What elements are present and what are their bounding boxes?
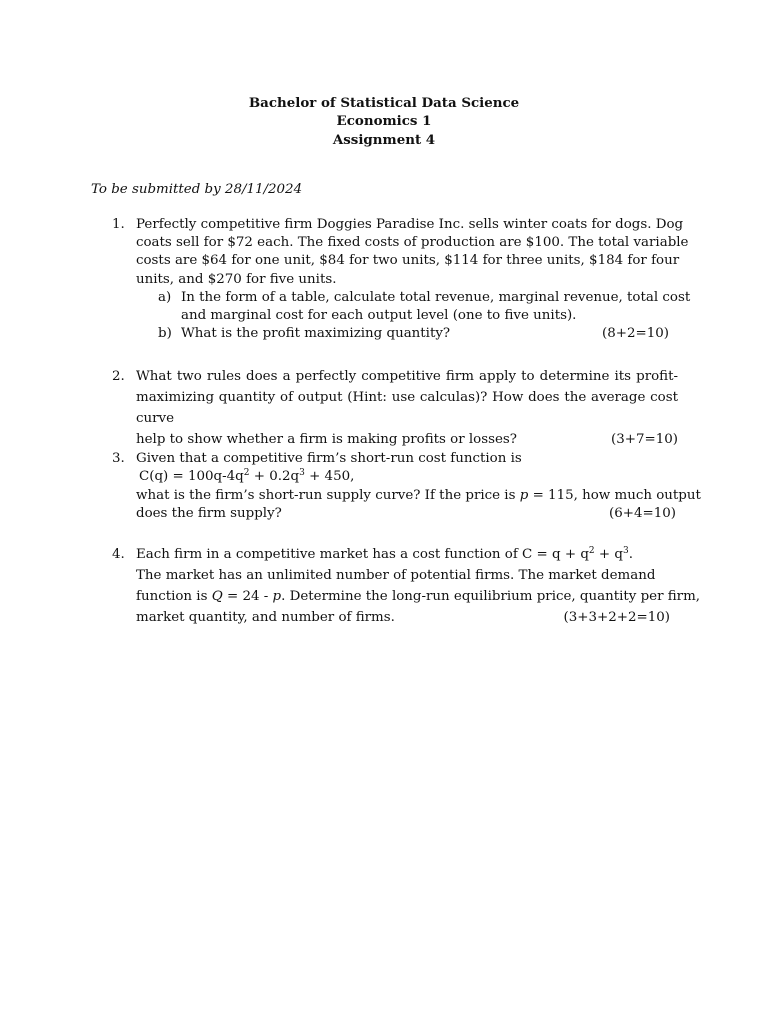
question-text: Given that a competitive firm’s short-run cost function is	[136, 451, 522, 466]
question-text: market quantity, and number of firms.	[136, 610, 395, 625]
cost-function-equation: $C(q) = 100q-4q^2 + 0.2q^3 + 450$,	[139, 468, 355, 485]
question-text: units, and $270 for five units.	[136, 271, 337, 287]
question-2	[112, 366, 678, 450]
sub-question-text: In the form of a table, calculate total revenue, marginal revenue, total cost	[181, 289, 691, 305]
due-date: To be submitted by 28/11/2024	[91, 182, 303, 197]
question-text: Perfectly competitive firm Doggies Paradise Inc. sells winter coats for dogs. Dog	[136, 217, 684, 232]
question-4	[112, 544, 701, 628]
assignment-title: Assignment 4	[332, 131, 436, 148]
question-text: maximizing quantity of output (Hint: use calculas)? How does the average cost curve	[136, 390, 678, 426]
question-3	[112, 450, 701, 524]
marks: (3+3+2+2=10)	[563, 610, 670, 625]
marks: (8+2=10)	[602, 326, 669, 342]
sub-question-a	[136, 289, 691, 325]
question-1	[112, 216, 691, 343]
question-text: does the firm supply?	[136, 506, 282, 522]
question-text: function is Q = 24 - p. Determine the long-run equilibrium price, quantity per firm,	[136, 589, 701, 604]
sub-question-text: and marginal cost for each output level (one to five units).	[181, 308, 577, 324]
question-text: help to show whether a firm is making profits or losses?	[136, 432, 517, 447]
question-text: What two rules does a perfectly competitive firm apply to determine its profit-	[136, 369, 678, 384]
question-number: 4.	[112, 547, 125, 562]
document-header	[0, 94, 768, 149]
marks: (6+4=10)	[609, 506, 676, 522]
question-text: Each firm in a competitive market has a cost function of $C = q + q^2 + q^3$.	[136, 546, 633, 562]
question-number: 3.	[112, 451, 125, 466]
sub-question-b	[136, 325, 678, 343]
program-title: Bachelor of Statistical Data Science	[248, 95, 520, 111]
question-text: The market has an unlimited number of potential firms. The market demand	[136, 568, 656, 583]
marks: (3+7=10)	[611, 432, 678, 447]
question-number: 2.	[112, 369, 125, 384]
cost-function-equation: $C = q + q^2 + q^3$.	[522, 546, 633, 562]
question-text: costs are $64 for one unit, $84 for two units, $114 for three units, $184 for four	[136, 253, 680, 269]
question-text: what is the firm’s short-run supply curve? If the price is p = 115, how much output	[136, 487, 701, 503]
sub-question-label: a)	[158, 289, 172, 305]
course-title: Economics 1	[336, 113, 432, 130]
question-number: 1.	[112, 217, 125, 232]
question-text: coats sell for $72 each. The fixed costs of production are $100. The total variable	[136, 235, 689, 251]
sub-question-label: b)	[158, 326, 172, 342]
sub-question-text: What is the profit maximizing quantity?	[181, 326, 451, 342]
